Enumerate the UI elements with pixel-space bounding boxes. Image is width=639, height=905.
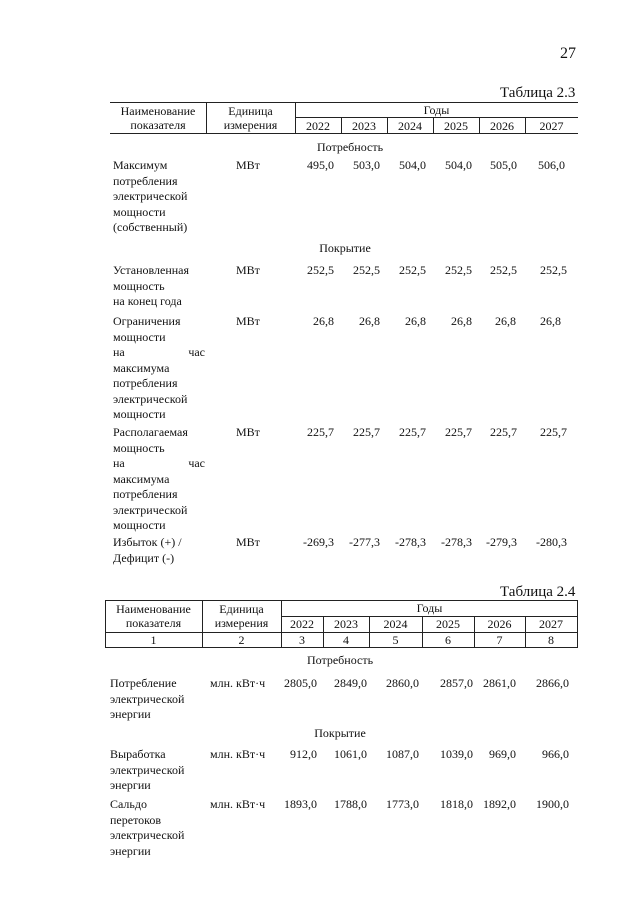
header-year: 2023 (352, 119, 376, 133)
header-name-line: Наименование (120, 104, 196, 118)
row-value: 1087,0 (386, 747, 419, 761)
row-unit: МВт (236, 263, 260, 277)
row-unit: млн. кВт·ч (210, 797, 266, 811)
row-value: 2857,0 (440, 676, 473, 690)
row-value: -279,3 (486, 535, 517, 549)
column-number: 8 (548, 633, 554, 647)
row-value: 1773,0 (386, 797, 419, 811)
table-2-3-years-divider (295, 117, 578, 118)
row-label-line: Установленная (113, 263, 190, 277)
row-label-line: Максимум (113, 158, 168, 172)
row-label-line: энергии (110, 843, 151, 858)
row-value: -269,3 (303, 535, 334, 549)
row-label-line: мощности (113, 407, 166, 421)
row-value: 26,8 (540, 314, 561, 328)
row-value: 225,7 (399, 425, 426, 439)
row-value: 252,5 (353, 263, 380, 277)
header-unit (206, 104, 295, 132)
row-value: 2805,0 (284, 676, 317, 690)
row-label-line: Ограничения (113, 314, 181, 328)
page-number: 27 (560, 45, 576, 62)
row-value: 912,0 (290, 747, 317, 761)
row-label-word: час (188, 345, 205, 359)
row-label (110, 676, 202, 723)
column-number: 4 (343, 633, 349, 647)
header-name-line: показателя (130, 118, 186, 132)
header-year: 2025 (444, 119, 468, 133)
row-value: 26,8 (451, 314, 472, 328)
header-unit-line: измерения (214, 616, 269, 630)
row-value: 504,0 (445, 158, 472, 172)
row-label-word: на (113, 456, 125, 470)
row-value: 2861,0 (483, 676, 516, 690)
row-label-line: электрической (113, 189, 188, 203)
header-years: Годы (423, 103, 450, 117)
section-need-label: Потребность (306, 653, 374, 667)
row-unit: МВт (236, 158, 260, 172)
row-label-line: Избыток (+) / (113, 535, 182, 549)
row-label-line: потребления (113, 487, 178, 501)
column-number: 6 (445, 633, 451, 647)
row-label (113, 263, 205, 310)
row-value: 225,7 (540, 425, 567, 439)
row-value: 1061,0 (334, 747, 367, 761)
row-value: 2860,0 (386, 676, 419, 690)
header-year: 2022 (290, 617, 314, 631)
header-name (105, 602, 202, 630)
row-value: -277,3 (349, 535, 380, 549)
row-label-line: энергии (110, 707, 151, 721)
row-value: -278,3 (441, 535, 472, 549)
header-year: 2027 (539, 119, 564, 133)
row-value: 225,7 (490, 425, 517, 439)
section-cover-label: Покрытие (314, 726, 366, 740)
row-value: 252,5 (540, 263, 567, 277)
row-unit: МВт (236, 535, 260, 549)
header-year: 2025 (436, 617, 460, 631)
header-unit-line: Единица (228, 104, 273, 118)
row-value: 1892,0 (483, 797, 516, 811)
row-label-line: мощности (113, 204, 166, 219)
column-number: 3 (299, 633, 305, 647)
row-unit: млн. кВт·ч (210, 676, 266, 690)
row-value: 26,8 (359, 314, 380, 328)
row-value: 225,7 (307, 425, 334, 439)
row-label-line: Располагаемая (113, 425, 188, 439)
row-value: 225,7 (353, 425, 380, 439)
header-unit-line: измерения (223, 118, 278, 132)
row-value: 505,0 (490, 158, 517, 172)
row-label-line: максимума (113, 360, 170, 375)
row-label (113, 535, 205, 566)
header-year: 2024 (383, 617, 408, 631)
row-value: 2866,0 (536, 676, 569, 690)
row-value: 26,8 (495, 314, 516, 328)
row-label-line: на конец года (113, 294, 182, 308)
row-value: 966,0 (542, 747, 569, 761)
row-value: 504,0 (399, 158, 426, 172)
header-year: 2022 (306, 119, 330, 133)
row-value: 252,5 (399, 263, 426, 277)
row-label-line: мощность (113, 440, 165, 455)
table-2-3-header-bottom (110, 133, 578, 134)
section-need-label: Потребность (316, 140, 384, 154)
row-value: 26,8 (313, 314, 334, 328)
row-label-line: максимума (113, 471, 170, 486)
row-label-line: Дефицит (-) (113, 550, 175, 565)
row-value: 26,8 (405, 314, 426, 328)
row-value: 1900,0 (536, 797, 569, 811)
header-unit-line: Единица (219, 602, 264, 616)
column-number: 5 (392, 633, 399, 647)
row-unit: МВт (236, 425, 260, 439)
row-value: 969,0 (489, 747, 516, 761)
row-label-line: мощности (113, 329, 166, 344)
row-unit: млн. кВт·ч (210, 747, 266, 761)
header-year: 2026 (487, 617, 512, 631)
row-label-line: потребления (113, 376, 178, 390)
row-label (113, 425, 205, 534)
row-value: -280,3 (536, 535, 567, 549)
row-value: 225,7 (445, 425, 472, 439)
row-unit: МВт (236, 314, 260, 328)
header-years: Годы (416, 601, 443, 615)
header-year: 2023 (334, 617, 358, 631)
row-label-line: энергии (110, 778, 151, 792)
column-number: 2 (238, 633, 245, 647)
row-label-line: (собственный) (113, 220, 188, 234)
row-label-line: электрической (113, 502, 188, 517)
row-label (113, 314, 205, 423)
row-value: 1788,0 (334, 797, 367, 811)
header-name-line: показателя (125, 616, 182, 630)
row-label-line: мощности (113, 518, 166, 532)
row-label-line: Потребление (110, 676, 177, 690)
row-label-line: потребления (113, 173, 178, 188)
header-year: 2024 (398, 119, 422, 133)
header-unit (202, 602, 281, 630)
header-year: 2026 (490, 119, 514, 133)
row-label-line: перетоков (110, 812, 162, 827)
row-label-word: час (188, 456, 205, 470)
row-label-line: Выработка (110, 747, 166, 761)
row-label (110, 747, 202, 794)
row-label-line: электрической (110, 762, 185, 777)
table-2-4-header-bottom (105, 647, 578, 648)
row-label-line (113, 456, 205, 472)
row-value: 1818,0 (440, 797, 473, 811)
row-label-line: Сальдо (110, 797, 148, 811)
row-value: 252,5 (490, 263, 517, 277)
row-label (113, 158, 205, 236)
row-value: 252,5 (307, 263, 334, 277)
row-label-line: электрической (110, 828, 185, 842)
header-name (110, 104, 206, 132)
row-value: 1039,0 (440, 747, 473, 761)
row-value: 1893,0 (284, 797, 317, 811)
row-value: 503,0 (353, 158, 380, 172)
column-number: 7 (496, 633, 503, 647)
section-cover-label: Покрытие (319, 241, 371, 255)
row-label (110, 797, 202, 859)
row-value: 252,5 (445, 263, 472, 277)
table-2-4-caption: Таблица 2.4 (500, 584, 576, 600)
row-value: -278,3 (395, 535, 426, 549)
row-label-line: электрической (110, 691, 185, 706)
header-year: 2027 (539, 617, 563, 631)
row-value: 2849,0 (334, 676, 367, 690)
row-value: 495,0 (307, 158, 334, 172)
row-label-line (113, 345, 205, 361)
column-number: 1 (150, 633, 157, 647)
table-2-3-caption: Таблица 2.3 (500, 85, 576, 101)
row-value: 506,0 (538, 158, 565, 172)
row-label-line: электрической (113, 391, 188, 406)
header-name-line: Наименование (116, 602, 191, 616)
row-label-word: на (113, 345, 125, 359)
row-label-line: мощность (113, 278, 165, 293)
